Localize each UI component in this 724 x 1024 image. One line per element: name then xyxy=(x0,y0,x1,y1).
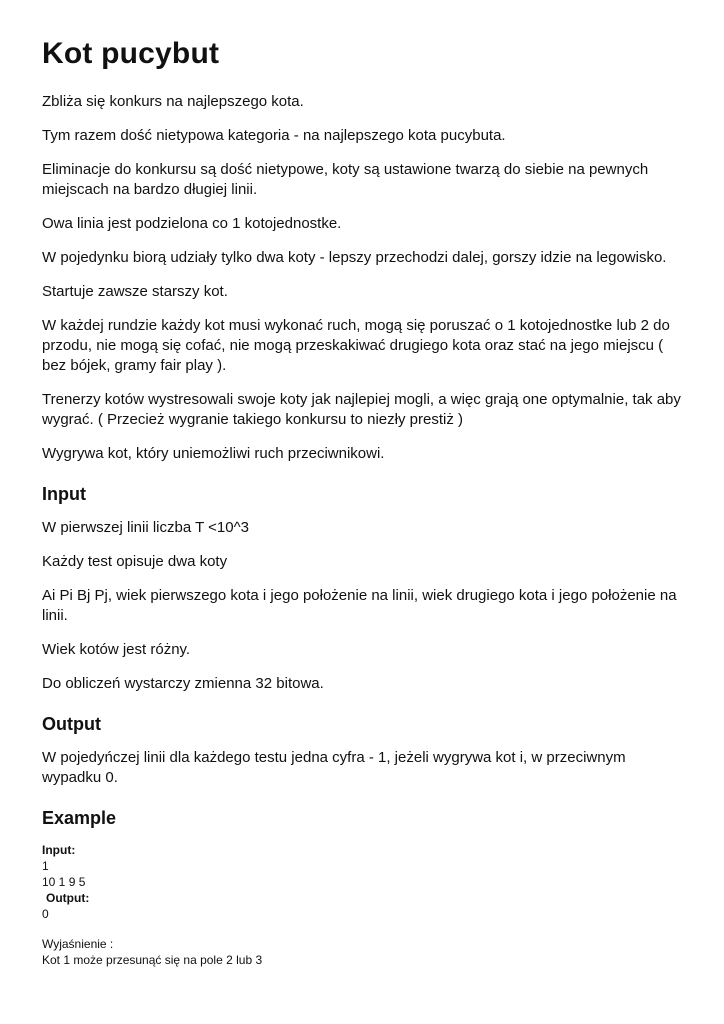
input-paragraph: Każdy test opisuje dwa koty xyxy=(42,553,228,570)
example-heading: Example xyxy=(42,808,117,828)
intro-paragraph: Tym razem dość nietypowa kategoria - na najlepszego kota pucybuta. xyxy=(42,127,506,144)
input-paragraph: Wiek kotów jest różny. xyxy=(42,641,191,658)
example-input-label: Input: xyxy=(42,843,76,857)
input-paragraph: Do obliczeń wystarczy zmienna 32 bitowa. xyxy=(42,675,324,692)
intro-paragraph: Trenerzy kotów wystresowali swoje koty jak najlepiej mogli, a więc grają one optymalnie, tak aby wygrać. ( Przecież wygranie takiego konkursu to niezły prestiż ) xyxy=(42,391,681,428)
input-paragraph: Ai Pi Bj Pj, wiek pierwszego kota i jego położenie na linii, wiek drugiego kota i jego położenie na linii. xyxy=(42,587,677,624)
example-input-line: 1 xyxy=(42,859,49,873)
example-explanation-line: Kot 1 może przesunąć się na pole 2 lub 3 xyxy=(42,953,263,967)
output-paragraph: W pojedyńczej linii dla każdego testu jedna cyfra - 1, jeżeli wygrywa kot i, w przeciwnym wypadku 0. xyxy=(42,749,626,786)
intro-paragraph: W każdej rundzie każdy kot musi wykonać ruch, mogą się poruszać o 1 kotojednostke lub 2 do przodu, nie mogą się cofać, nie mogą przeskakiwać drugiego kota oraz stać na jego miejscu ( bez bójek, gramy fair play ). xyxy=(42,317,670,374)
output-heading: Output xyxy=(42,714,101,734)
intro-paragraph: Owa linia jest podzielona co 1 kotojednostke. xyxy=(42,215,342,232)
intro-paragraph: Eliminacje do konkursu są dość nietypowe, koty są ustawione twarzą do siebie na pewnych miejscach na bardzo długiej linii. xyxy=(42,161,649,198)
input-heading: Input xyxy=(42,484,86,504)
example-spacer xyxy=(42,922,687,936)
example-output-label: Output: xyxy=(46,891,90,905)
intro-paragraph: Startuje zawsze starszy kot. xyxy=(42,283,228,300)
page-title: Kot pucybut xyxy=(42,37,220,70)
example-block xyxy=(42,842,687,968)
example-explanation-line: Wyjaśnienie : xyxy=(42,937,114,951)
example-input-line: 10 1 9 5 xyxy=(42,875,86,889)
example-output-line: 0 xyxy=(42,907,49,921)
intro-paragraph: W pojedynku biorą udziały tylko dwa koty - lepszy przechodzi dalej, gorszy idzie na legowisko. xyxy=(42,249,667,266)
intro-paragraph: Zbliża się konkurs na najlepszego kota. xyxy=(42,93,304,110)
intro-paragraph: Wygrywa kot, który uniemożliwi ruch przeciwnikowi. xyxy=(42,445,385,462)
problem-body xyxy=(42,92,687,968)
input-paragraph: W pierwszej linii liczba T <10^3 xyxy=(42,519,249,536)
